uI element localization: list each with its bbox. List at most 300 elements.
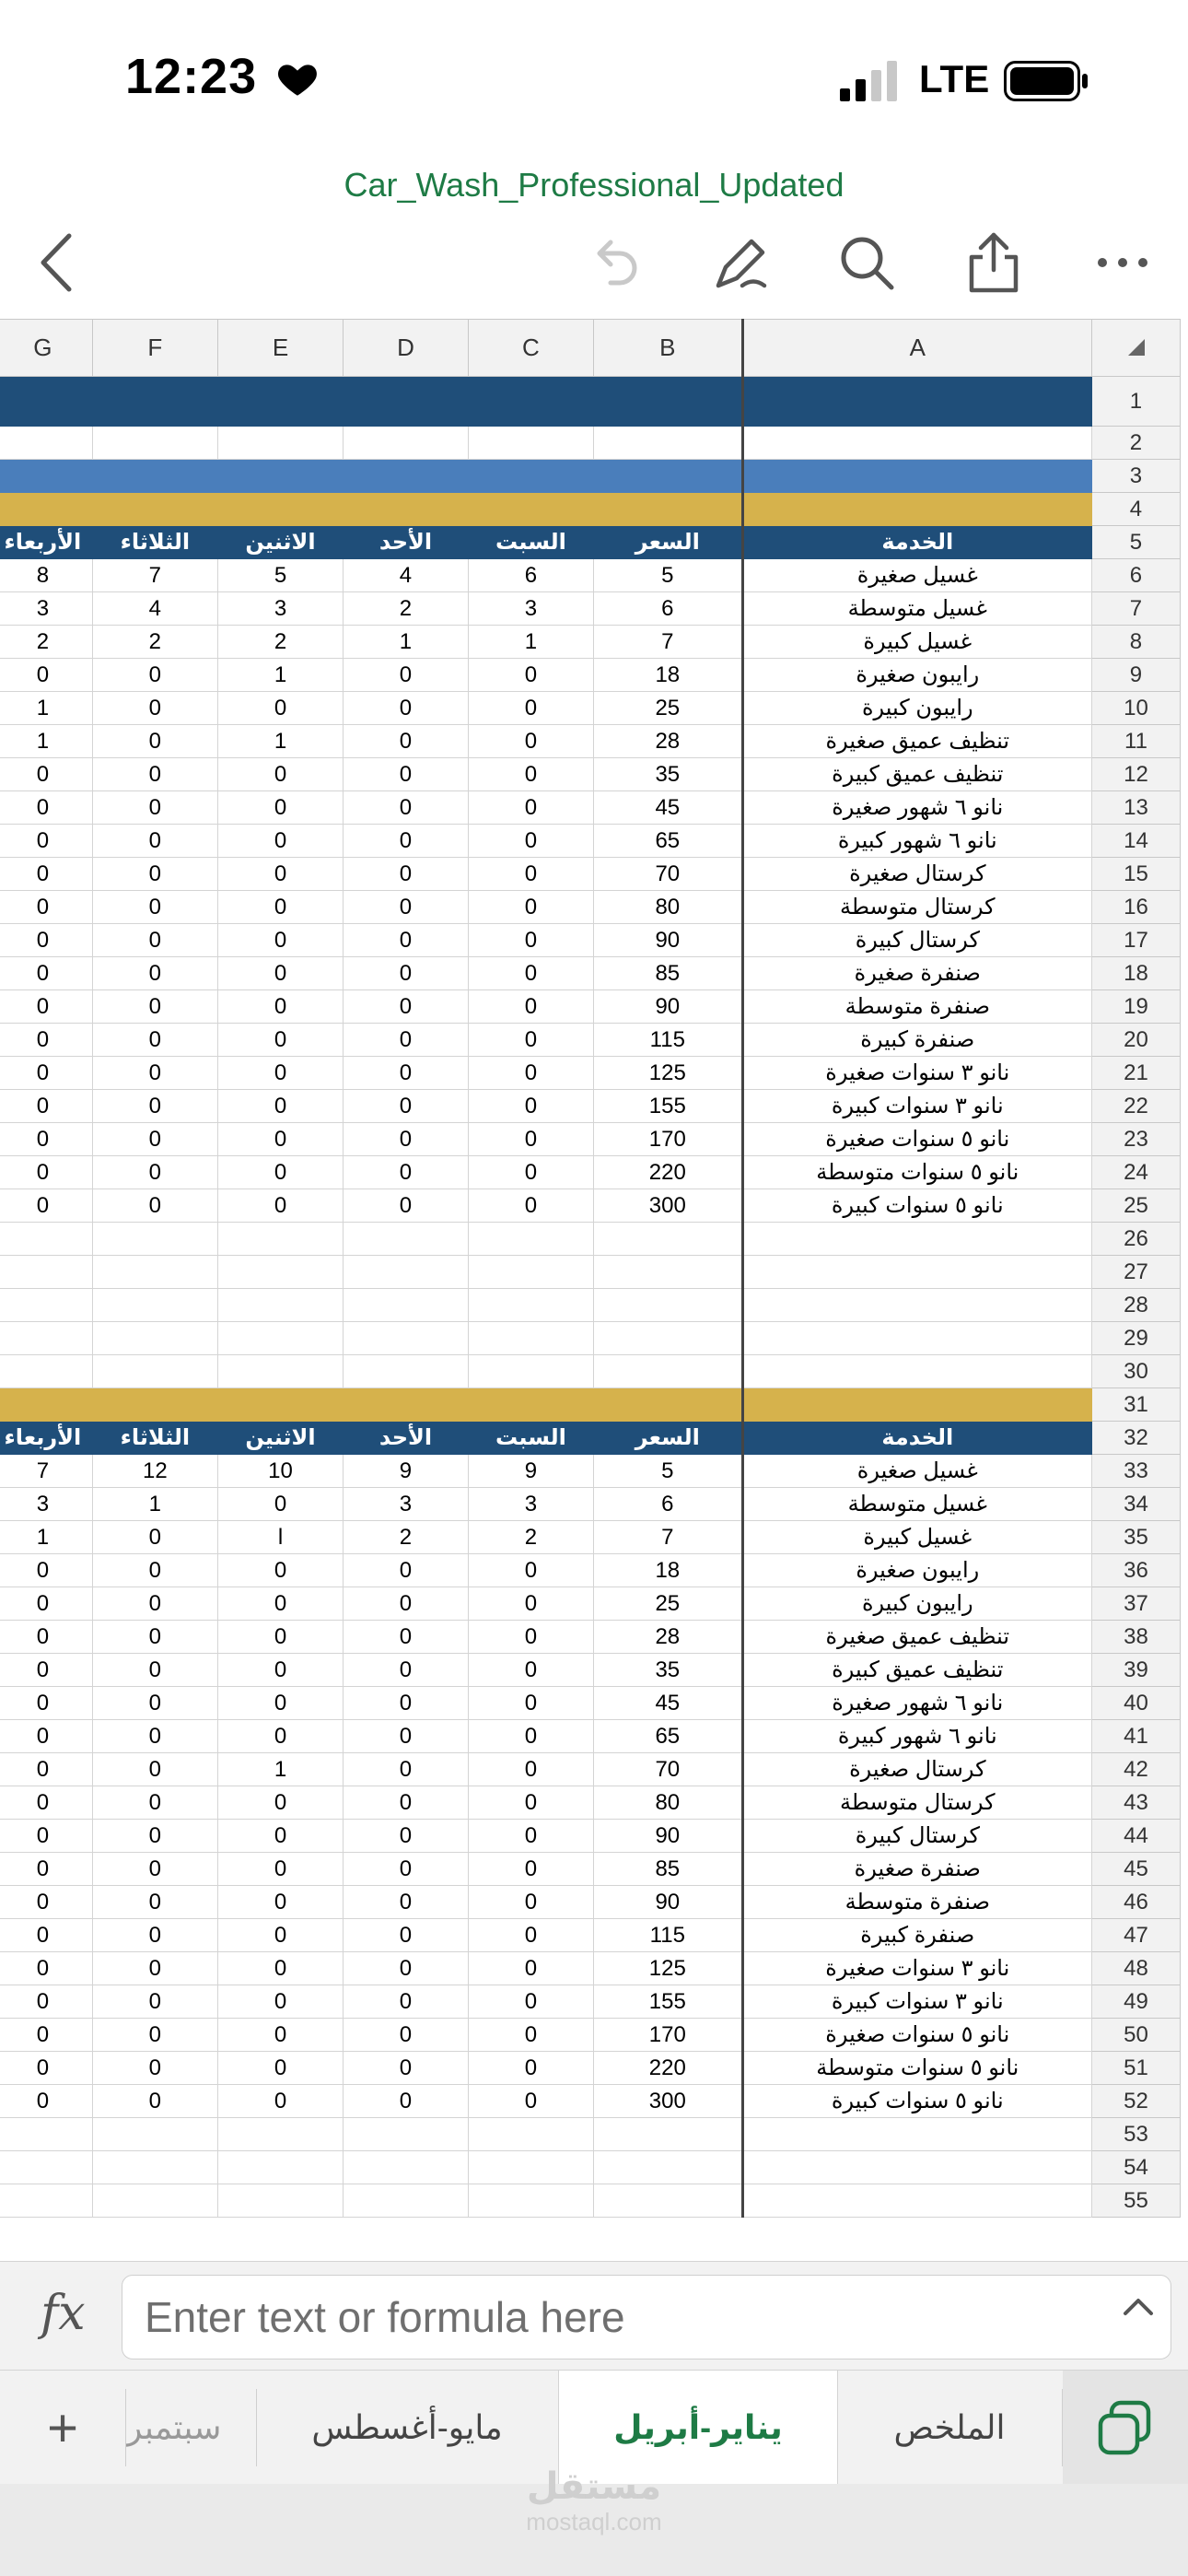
count-cell[interactable]: 0 [344,1156,469,1189]
count-cell[interactable]: 3 [468,592,593,626]
draw-button[interactable] [700,212,783,313]
add-sheet-button[interactable]: + [47,2397,78,2458]
service-cell[interactable]: نانو ٦ شهور كبيرة [742,1720,1091,1753]
column-title[interactable]: الاثنين [217,526,343,559]
service-cell[interactable]: صنفرة كبيرة [742,1024,1091,1057]
count-cell[interactable]: 0 [468,1587,593,1621]
service-cell[interactable]: رايبون صغيرة [742,1554,1091,1587]
count-cell[interactable]: 0 [344,990,469,1024]
count-cell[interactable]: 3 [0,1488,92,1521]
cell[interactable] [0,377,92,427]
count-cell[interactable]: 0 [92,692,217,725]
count-cell[interactable]: 0 [92,1521,217,1554]
cell[interactable] [344,2118,469,2151]
count-cell[interactable]: 0 [92,957,217,990]
tab-summary[interactable]: الملخص [893,2408,1006,2446]
service-cell[interactable]: صنفرة متوسطة [742,990,1091,1024]
price-cell[interactable]: 90 [594,990,743,1024]
function-icon[interactable]: fx [41,2286,86,2341]
cell[interactable] [344,1289,469,1322]
cell[interactable] [217,2151,343,2184]
row-number[interactable]: 46 [1091,1886,1180,1919]
count-cell[interactable]: 10 [217,1455,343,1488]
cell[interactable] [594,1355,743,1388]
count-cell[interactable]: 0 [0,2085,92,2118]
count-cell[interactable]: 0 [217,1057,343,1090]
count-cell[interactable]: 0 [217,858,343,891]
service-cell[interactable]: كرستال كبيرة [742,924,1091,957]
cell[interactable] [0,1223,92,1256]
count-cell[interactable]: 0 [344,1853,469,1886]
price-cell[interactable]: 18 [594,659,743,692]
count-cell[interactable]: 0 [217,1886,343,1919]
count-cell[interactable]: 0 [468,692,593,725]
price-cell[interactable]: 80 [594,891,743,924]
count-cell[interactable]: 0 [92,2085,217,2118]
count-cell[interactable]: 0 [92,1090,217,1123]
count-cell[interactable]: 0 [344,825,469,858]
cell[interactable] [468,427,593,460]
count-cell[interactable]: 2 [92,626,217,659]
cell[interactable] [344,1256,469,1289]
count-cell[interactable]: 0 [468,1654,593,1687]
row-number[interactable]: 33 [1091,1455,1180,1488]
cell[interactable] [742,1355,1091,1388]
cell[interactable] [92,1322,217,1355]
column-title[interactable]: السعر [594,526,743,559]
count-cell[interactable]: 0 [0,1024,92,1057]
column-header[interactable]: F [92,320,217,377]
service-cell[interactable]: رايبون كبيرة [742,692,1091,725]
count-cell[interactable]: 0 [0,1820,92,1853]
count-cell[interactable]: 0 [0,1554,92,1587]
count-cell[interactable]: 0 [0,2052,92,2085]
service-cell[interactable]: غسيل متوسطة [742,592,1091,626]
count-cell[interactable]: 0 [92,891,217,924]
count-cell[interactable]: 0 [217,1123,343,1156]
count-cell[interactable]: 4 [344,559,469,592]
price-cell[interactable]: 80 [594,1786,743,1820]
count-cell[interactable]: 0 [468,1753,593,1786]
count-cell[interactable]: 0 [0,1123,92,1156]
price-cell[interactable]: 220 [594,2052,743,2085]
cell[interactable] [468,460,593,493]
service-cell[interactable]: كرستال متوسطة [742,891,1091,924]
cell[interactable] [0,2118,92,2151]
price-cell[interactable]: 35 [594,1654,743,1687]
price-cell[interactable]: 115 [594,1024,743,1057]
cell[interactable] [92,2184,217,2218]
cell[interactable] [0,460,92,493]
column-header[interactable]: A [742,320,1091,377]
row-number[interactable]: 49 [1091,1985,1180,2019]
price-cell[interactable]: 115 [594,1919,743,1952]
row-number[interactable]: 28 [1091,1289,1180,1322]
service-cell[interactable]: نانو ٦ شهور صغيرة [742,791,1091,825]
count-cell[interactable]: 0 [468,2085,593,2118]
count-cell[interactable]: 0 [344,791,469,825]
price-cell[interactable]: 220 [594,1156,743,1189]
more-button[interactable] [1081,212,1164,313]
count-cell[interactable]: 1 [92,1488,217,1521]
count-cell[interactable]: 0 [0,1985,92,2019]
count-cell[interactable]: 1 [217,725,343,758]
column-title[interactable]: الثلاثاء [92,526,217,559]
row-number[interactable]: 52 [1091,2085,1180,2118]
cell[interactable] [0,2184,92,2218]
cell[interactable] [594,2151,743,2184]
chevron-up-icon[interactable] [1122,2289,1155,2323]
count-cell[interactable]: 0 [0,1952,92,1985]
cell[interactable] [92,460,217,493]
count-cell[interactable]: 0 [92,1952,217,1985]
row-number[interactable]: 22 [1091,1090,1180,1123]
count-cell[interactable]: 0 [344,1189,469,1223]
column-title[interactable]: الاثنين [217,1422,343,1455]
cell[interactable] [344,1388,469,1422]
row-number[interactable]: 10 [1091,692,1180,725]
count-cell[interactable]: 0 [344,2052,469,2085]
service-cell[interactable]: صنفرة صغيرة [742,1853,1091,1886]
count-cell[interactable]: 0 [344,2019,469,2052]
service-cell[interactable]: غسيل متوسطة [742,1488,1091,1521]
price-cell[interactable]: 85 [594,1853,743,1886]
count-cell[interactable]: 0 [217,1720,343,1753]
count-cell[interactable]: 0 [468,1090,593,1123]
count-cell[interactable]: 0 [468,1554,593,1587]
cell[interactable] [92,493,217,526]
service-cell[interactable]: نانو ٥ سنوات متوسطة [742,2052,1091,2085]
row-number[interactable]: 35 [1091,1521,1180,1554]
count-cell[interactable]: 0 [344,891,469,924]
count-cell[interactable]: 0 [0,1189,92,1223]
count-cell[interactable]: 0 [92,1820,217,1853]
count-cell[interactable]: 0 [217,1853,343,1886]
count-cell[interactable]: 0 [344,725,469,758]
service-cell[interactable]: نانو ٦ شهور كبيرة [742,825,1091,858]
price-cell[interactable]: 125 [594,1952,743,1985]
count-cell[interactable]: 0 [344,1687,469,1720]
count-cell[interactable]: 0 [344,1886,469,1919]
service-cell[interactable]: غسيل صغيرة [742,559,1091,592]
price-cell[interactable]: 28 [594,725,743,758]
count-cell[interactable]: 0 [92,1123,217,1156]
count-cell[interactable]: 0 [92,1753,217,1786]
row-number[interactable]: 54 [1091,2151,1180,2184]
row-number[interactable]: 44 [1091,1820,1180,1853]
count-cell[interactable]: 1 [344,626,469,659]
price-cell[interactable]: 6 [594,1488,743,1521]
row-number[interactable]: 55 [1091,2184,1180,2218]
count-cell[interactable]: 0 [344,1090,469,1123]
row-number[interactable]: 6 [1091,559,1180,592]
service-cell[interactable]: رايبون كبيرة [742,1587,1091,1621]
count-cell[interactable]: 2 [344,1521,469,1554]
column-title[interactable]: الثلاثاء [92,1422,217,1455]
service-cell[interactable]: نانو ٥ سنوات كبيرة [742,1189,1091,1223]
cell[interactable] [92,377,217,427]
column-title[interactable]: السبت [468,1422,593,1455]
count-cell[interactable]: 0 [344,1554,469,1587]
service-cell[interactable]: صنفرة كبيرة [742,1919,1091,1952]
service-cell[interactable]: تنظيف عميق كبيرة [742,1654,1091,1687]
price-cell[interactable]: 65 [594,1720,743,1753]
count-cell[interactable]: 0 [92,1587,217,1621]
count-cell[interactable]: 0 [217,791,343,825]
row-number[interactable]: 48 [1091,1952,1180,1985]
cell[interactable] [217,427,343,460]
row-number[interactable]: 37 [1091,1587,1180,1621]
cell[interactable] [468,2118,593,2151]
count-cell[interactable]: 0 [92,1554,217,1587]
cell[interactable] [344,493,469,526]
count-cell[interactable]: 2 [468,1521,593,1554]
row-number[interactable]: 19 [1091,990,1180,1024]
cell[interactable] [0,493,92,526]
count-cell[interactable]: 0 [92,659,217,692]
row-number[interactable]: 1 [1091,377,1180,427]
count-cell[interactable]: 0 [92,1786,217,1820]
cell[interactable] [468,377,593,427]
row-number[interactable]: 27 [1091,1256,1180,1289]
count-cell[interactable]: 1 [0,725,92,758]
cell[interactable] [217,2184,343,2218]
count-cell[interactable]: 1 [468,626,593,659]
cell[interactable] [468,493,593,526]
count-cell[interactable]: 0 [468,758,593,791]
count-cell[interactable]: 0 [468,825,593,858]
count-cell[interactable]: 0 [0,1919,92,1952]
cell[interactable] [344,460,469,493]
count-cell[interactable]: 0 [92,1189,217,1223]
count-cell[interactable]: 0 [92,1156,217,1189]
count-cell[interactable]: 0 [217,990,343,1024]
cell[interactable] [742,1256,1091,1289]
price-cell[interactable]: 5 [594,559,743,592]
cell[interactable] [0,1388,92,1422]
count-cell[interactable]: 0 [217,924,343,957]
count-cell[interactable]: 0 [217,2019,343,2052]
count-cell[interactable]: 0 [0,2019,92,2052]
count-cell[interactable]: 0 [344,1786,469,1820]
back-button[interactable] [15,212,98,313]
count-cell[interactable]: 0 [344,1820,469,1853]
count-cell[interactable]: 0 [468,2019,593,2052]
cell[interactable] [468,2184,593,2218]
row-number[interactable]: 11 [1091,725,1180,758]
price-cell[interactable]: 65 [594,825,743,858]
cell[interactable] [468,1289,593,1322]
count-cell[interactable]: 0 [344,924,469,957]
price-cell[interactable]: 90 [594,924,743,957]
count-cell[interactable]: 8 [0,559,92,592]
row-number[interactable]: 39 [1091,1654,1180,1687]
cell[interactable] [594,493,743,526]
cell[interactable] [742,460,1091,493]
price-cell[interactable]: 7 [594,1521,743,1554]
row-number[interactable]: 50 [1091,2019,1180,2052]
row-number[interactable]: 26 [1091,1223,1180,1256]
row-number[interactable]: 16 [1091,891,1180,924]
cell[interactable] [92,2118,217,2151]
row-number[interactable]: 29 [1091,1322,1180,1355]
count-cell[interactable]: 0 [344,1753,469,1786]
count-cell[interactable]: 0 [217,1156,343,1189]
count-cell[interactable]: 0 [217,1985,343,2019]
count-cell[interactable]: 0 [0,659,92,692]
count-cell[interactable]: 0 [92,1621,217,1654]
count-cell[interactable]: 0 [344,2085,469,2118]
count-cell[interactable]: 0 [468,659,593,692]
cell[interactable] [92,1223,217,1256]
cell[interactable] [742,493,1091,526]
count-cell[interactable]: 3 [468,1488,593,1521]
row-number[interactable]: 23 [1091,1123,1180,1156]
count-cell[interactable]: 0 [217,1919,343,1952]
cell[interactable] [217,1289,343,1322]
price-cell[interactable]: 155 [594,1985,743,2019]
count-cell[interactable]: 0 [344,1952,469,1985]
row-number[interactable]: 4 [1091,493,1180,526]
cell[interactable] [468,1355,593,1388]
price-cell[interactable]: 70 [594,858,743,891]
row-number[interactable]: 51 [1091,2052,1180,2085]
count-cell[interactable]: 0 [92,725,217,758]
count-cell[interactable]: 0 [468,858,593,891]
price-cell[interactable]: 28 [594,1621,743,1654]
service-cell[interactable]: غسيل صغيرة [742,1455,1091,1488]
cell[interactable] [217,460,343,493]
count-cell[interactable]: 0 [344,659,469,692]
row-number[interactable]: 43 [1091,1786,1180,1820]
count-cell[interactable]: 0 [92,1687,217,1720]
price-cell[interactable]: 45 [594,1687,743,1720]
row-number[interactable]: 47 [1091,1919,1180,1952]
row-number[interactable]: 30 [1091,1355,1180,1388]
column-header[interactable]: E [217,320,343,377]
column-header[interactable]: D [344,320,469,377]
column-header[interactable]: B [594,320,743,377]
service-cell[interactable]: نانو ٥ سنوات صغيرة [742,2019,1091,2052]
count-cell[interactable]: 0 [468,990,593,1024]
service-cell[interactable]: نانو ٥ سنوات صغيرة [742,1123,1091,1156]
cell[interactable] [594,1388,743,1422]
count-cell[interactable]: 0 [468,1621,593,1654]
count-cell[interactable]: 6 [468,559,593,592]
row-number[interactable]: 24 [1091,1156,1180,1189]
column-title[interactable]: السبت [468,526,593,559]
count-cell[interactable]: 0 [217,1952,343,1985]
formula-input[interactable] [143,2291,1067,2343]
count-cell[interactable]: 0 [92,1853,217,1886]
count-cell[interactable]: 2 [0,626,92,659]
cell[interactable] [344,1223,469,1256]
count-cell[interactable]: 0 [92,2052,217,2085]
count-cell[interactable]: 0 [92,825,217,858]
cell[interactable] [344,1322,469,1355]
count-cell[interactable]: 0 [344,1587,469,1621]
price-cell[interactable]: 6 [594,592,743,626]
formula-field[interactable] [122,2275,1171,2359]
row-number[interactable]: 31 [1091,1388,1180,1422]
count-cell[interactable]: 1 [0,692,92,725]
column-title[interactable]: الأربعاء [0,526,92,559]
row-number[interactable]: 5 [1091,526,1180,559]
cell[interactable] [0,427,92,460]
row-number[interactable]: 8 [1091,626,1180,659]
row-number[interactable]: 25 [1091,1189,1180,1223]
count-cell[interactable]: 0 [0,1786,92,1820]
count-cell[interactable]: 1 [217,1753,343,1786]
count-cell[interactable]: 0 [92,791,217,825]
cell[interactable] [92,1388,217,1422]
cell[interactable] [92,1256,217,1289]
service-cell[interactable]: رايبون صغيرة [742,659,1091,692]
row-number[interactable]: 38 [1091,1621,1180,1654]
count-cell[interactable]: 0 [344,858,469,891]
count-cell[interactable]: 0 [344,692,469,725]
select-all-corner[interactable] [1091,320,1180,377]
service-cell[interactable]: كرستال متوسطة [742,1786,1091,1820]
cell[interactable] [594,2118,743,2151]
count-cell[interactable]: 0 [468,1057,593,1090]
service-cell[interactable]: نانو ٣ سنوات كبيرة [742,1985,1091,2019]
row-number[interactable]: 18 [1091,957,1180,990]
price-cell[interactable]: 90 [594,1886,743,1919]
count-cell[interactable]: 0 [0,1687,92,1720]
count-cell[interactable]: 0 [344,1123,469,1156]
column-title[interactable]: الأحد [344,1422,469,1455]
count-cell[interactable]: 0 [217,692,343,725]
count-cell[interactable]: 0 [92,1919,217,1952]
count-cell[interactable]: 0 [344,1621,469,1654]
count-cell[interactable]: 0 [344,758,469,791]
count-cell[interactable]: 5 [217,559,343,592]
count-cell[interactable]: 0 [0,1753,92,1786]
cell[interactable] [217,1322,343,1355]
count-cell[interactable]: 0 [344,1720,469,1753]
price-cell[interactable]: 125 [594,1057,743,1090]
count-cell[interactable]: 0 [217,1090,343,1123]
count-cell[interactable]: 0 [468,957,593,990]
count-cell[interactable]: 0 [217,2052,343,2085]
count-cell[interactable]: 0 [344,1919,469,1952]
row-number[interactable]: 14 [1091,825,1180,858]
service-cell[interactable]: غسيل كبيرة [742,1521,1091,1554]
cell[interactable] [217,1256,343,1289]
count-cell[interactable]: 0 [0,990,92,1024]
count-cell[interactable]: 0 [468,1123,593,1156]
column-header[interactable]: G [0,320,92,377]
count-cell[interactable]: 0 [468,1720,593,1753]
price-cell[interactable]: 85 [594,957,743,990]
row-number[interactable]: 40 [1091,1687,1180,1720]
row-number[interactable]: 32 [1091,1422,1180,1455]
tab-january-april[interactable]: يناير-أبريل [558,2371,838,2485]
count-cell[interactable]: 0 [0,1090,92,1123]
cell[interactable] [468,1223,593,1256]
cell[interactable] [742,1289,1091,1322]
count-cell[interactable]: 0 [468,1985,593,2019]
cell[interactable] [217,1223,343,1256]
price-cell[interactable]: 90 [594,1820,743,1853]
count-cell[interactable]: 9 [468,1455,593,1488]
cell[interactable] [0,1256,92,1289]
count-cell[interactable]: 0 [0,924,92,957]
cell[interactable] [594,1256,743,1289]
service-cell[interactable]: صنفرة متوسطة [742,1886,1091,1919]
tab-may-august[interactable]: مايو-أغسطس [311,2408,503,2446]
